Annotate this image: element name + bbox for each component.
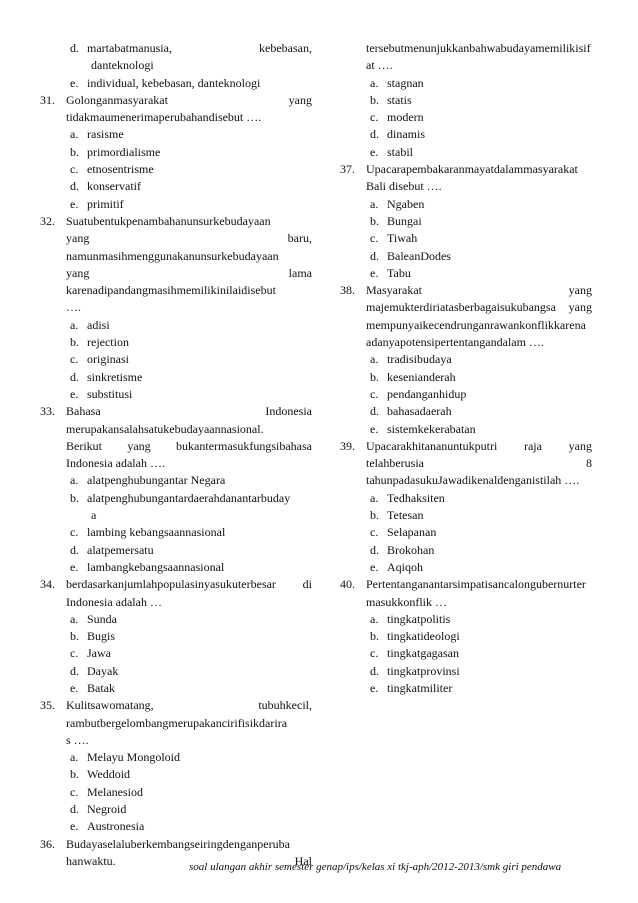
option-text: Jawa — [87, 646, 111, 661]
answer-option-continuation — [40, 57, 312, 74]
option-text: lambing kebangsaannasional — [87, 525, 226, 540]
answer-option — [340, 144, 592, 161]
option-text: modern — [387, 110, 424, 125]
answer-option — [40, 178, 312, 195]
answer-option — [340, 680, 592, 697]
question-text: at …. — [366, 58, 393, 73]
option-letter: b. — [70, 335, 79, 350]
question-text: yang baru, — [66, 231, 312, 246]
option-text: rasisme — [87, 127, 124, 142]
option-letter: b. — [370, 213, 379, 228]
option-letter: a. — [70, 611, 79, 626]
option-letter: b. — [70, 490, 79, 505]
option-letter: a. — [370, 611, 379, 626]
option-text: bahasadaerah — [387, 404, 452, 419]
option-letter: d. — [70, 542, 79, 557]
answer-option — [340, 611, 592, 628]
option-letter: c. — [370, 525, 379, 540]
question-text-line — [40, 732, 312, 749]
question-line — [340, 576, 592, 593]
answer-option — [40, 542, 312, 559]
answer-option — [40, 317, 312, 334]
answer-option — [40, 351, 312, 368]
option-letter: e. — [70, 680, 79, 695]
option-text: tingkatideologi — [387, 629, 460, 644]
option-text: tingkatgagasan — [387, 646, 459, 661]
answer-option — [340, 92, 592, 109]
answer-option — [340, 75, 592, 92]
option-text: primitif — [87, 196, 124, 211]
question-number: 32. — [40, 213, 55, 228]
answer-option — [40, 680, 312, 697]
option-text: Tetesan — [387, 508, 424, 523]
option-letter: a. — [370, 490, 379, 505]
question-text: majemukterdiriatasberbagaisukubangsa yang — [366, 300, 592, 315]
option-text: tingkatpolitis — [387, 611, 451, 626]
question-line — [40, 836, 312, 853]
answer-option — [40, 524, 312, 541]
answer-option — [40, 818, 312, 835]
question-number: 34. — [40, 577, 55, 592]
option-text: Tiwah — [387, 231, 418, 246]
answer-option — [40, 559, 312, 576]
option-text: stagnan — [387, 75, 424, 90]
question-text: merupakansalahsatukebudayaannasional. — [66, 421, 264, 436]
question-number: 38. — [340, 283, 355, 298]
question-line — [340, 438, 592, 455]
option-letter: b. — [370, 92, 379, 107]
option-text: lambangkebangsaannasional — [87, 559, 225, 574]
option-letter: d. — [70, 663, 79, 678]
option-text: tingkatprovinsi — [387, 663, 460, 678]
answer-option — [40, 766, 312, 783]
question-number: 39. — [340, 438, 355, 453]
answer-option — [340, 628, 592, 645]
question-number: 36. — [40, 836, 55, 851]
question-text-line — [340, 455, 592, 472]
answer-option — [40, 472, 312, 489]
question-text: tahunpadasukuJawadikenaldenganistilah …. — [366, 473, 580, 488]
answer-option — [40, 749, 312, 766]
question-text-line — [340, 299, 592, 316]
option-letter: d. — [70, 369, 79, 384]
question-text: karenadipandangmasihmemilikinilaidisebut — [66, 283, 276, 298]
question-text-line — [40, 455, 312, 472]
option-letter: e. — [70, 559, 79, 574]
option-text: Bugis — [87, 629, 116, 644]
question-text-line — [340, 472, 592, 489]
option-letter: d. — [370, 542, 379, 557]
option-text: stabil — [387, 144, 413, 159]
question-text: namunmasihmenggunakanunsurkebudayaan — [66, 248, 279, 263]
option-text: dinamis — [387, 127, 425, 142]
option-text: Melayu Mongoloid — [87, 750, 180, 765]
option-text: alatpenghubungantardaerahdanantarbuday — [87, 490, 291, 505]
option-text: adisi — [87, 317, 110, 332]
option-text: sistemkekerabatan — [387, 421, 476, 436]
option-text: Austronesia — [87, 819, 145, 834]
answer-option — [340, 213, 592, 230]
option-text: tingkatmiliter — [387, 680, 453, 695]
question-text: Indonesia adalah … — [66, 594, 162, 609]
option-text: a — [91, 508, 97, 523]
option-letter: b. — [370, 508, 379, 523]
option-text: martabatmanusia, kebebasan, — [87, 41, 312, 55]
question-text-line — [340, 178, 592, 195]
answer-option — [40, 196, 312, 213]
answer-option — [340, 369, 592, 386]
option-letter: d. — [70, 802, 79, 817]
question-number: 37. — [340, 162, 355, 177]
option-text: Weddoid — [87, 767, 131, 782]
option-text: etnosentrisme — [87, 162, 154, 177]
answer-option — [340, 663, 592, 680]
option-text: Sunda — [87, 611, 117, 626]
option-letter: e. — [370, 680, 379, 695]
option-letter: c. — [70, 525, 79, 540]
option-text: Aqiqoh — [387, 559, 423, 574]
option-text: Melanesiod — [87, 784, 143, 799]
left-column — [40, 40, 312, 870]
question-text-line — [40, 438, 312, 455]
answer-option — [40, 801, 312, 818]
answer-option — [40, 369, 312, 386]
option-letter: a. — [370, 352, 379, 367]
answer-option — [340, 265, 592, 282]
option-letter: d. — [370, 404, 379, 419]
answer-option — [340, 109, 592, 126]
option-letter: d. — [370, 127, 379, 142]
option-text: alatpemersatu — [87, 542, 154, 557]
option-text: Ngaben — [387, 196, 425, 211]
option-letter: e. — [370, 144, 379, 159]
option-letter: b. — [370, 369, 379, 384]
question-text: masukkonflik … — [366, 594, 447, 609]
question-text-line — [40, 230, 312, 247]
question-text: Berikut yang bukantermasukfungsibahasa — [66, 438, 312, 453]
question-text-line — [40, 421, 312, 438]
question-text: adanyapotensipertentangandalam …. — [366, 335, 544, 350]
question-text: rambutbergelombangmerupakancirifisikdarira — [66, 715, 288, 730]
option-letter: b. — [70, 767, 79, 782]
option-text: Batak — [87, 680, 115, 695]
question-text: Upacarakhitananuntukputri raja yang — [366, 438, 592, 453]
option-text: Negroid — [87, 802, 127, 817]
answer-option — [40, 334, 312, 351]
question-text-line — [40, 248, 312, 265]
question-text-line — [340, 40, 592, 57]
page-footer: soal ulangan akhir semester genap/ips/kelas xi tkj-aph/2012-2013/smk giri pendawa — [189, 861, 562, 873]
question-text-line — [340, 57, 592, 74]
option-text: Tabu — [387, 265, 411, 280]
option-letter: c. — [70, 784, 79, 799]
question-number: 31. — [40, 92, 55, 107]
answer-option — [40, 144, 312, 161]
answer-option — [340, 542, 592, 559]
question-text-line — [340, 334, 592, 351]
answer-option — [40, 161, 312, 178]
question-text-line — [340, 317, 592, 334]
answer-option — [340, 126, 592, 143]
question-text: Masyarakat yang — [366, 283, 592, 298]
question-number: 35. — [40, 698, 55, 713]
answer-option — [40, 611, 312, 628]
option-letter: c. — [370, 231, 379, 246]
option-text: Dayak — [87, 663, 119, 678]
question-text: Upacarapembakaranmayatdalammasyarakat — [366, 162, 578, 177]
question-text: Budayaselaluberkembangseiringdenganperuba — [66, 836, 290, 851]
option-letter: c. — [70, 162, 79, 177]
answer-option — [40, 784, 312, 801]
question-text: Pertentanganantarsimpatisancalongubernurter — [366, 577, 586, 592]
answer-option — [40, 628, 312, 645]
answer-option — [340, 196, 592, 213]
question-text: Bahasa Indonesia — [66, 404, 312, 419]
option-text: originasi — [87, 352, 129, 367]
answer-option — [40, 663, 312, 680]
question-line — [40, 92, 312, 109]
option-text: substitusi — [87, 386, 133, 401]
answer-option — [340, 230, 592, 247]
question-text: Kulitsawomatang, tubuhkecil, — [66, 698, 312, 713]
question-number: 40. — [340, 577, 355, 592]
question-text: tersebutmenunjukkanbahwabudayamemilikisif — [366, 41, 591, 55]
question-text-line — [40, 265, 312, 282]
answer-option — [40, 40, 312, 57]
question-text: …. — [66, 300, 81, 315]
answer-option — [340, 559, 592, 576]
option-text: tradisibudaya — [387, 352, 452, 367]
option-letter: a. — [370, 196, 379, 211]
option-letter: e. — [70, 75, 79, 90]
option-text: individual, kebebasan, danteknologi — [87, 75, 261, 90]
question-text: Golonganmasyarakat yang — [66, 92, 312, 107]
question-text-line — [340, 594, 592, 611]
question-line — [340, 282, 592, 299]
option-text: Tedhaksiten — [387, 490, 445, 505]
question-line — [40, 576, 312, 593]
option-text: BaleanDodes — [387, 248, 451, 263]
option-text: Bungai — [387, 213, 422, 228]
answer-option — [340, 421, 592, 438]
option-letter: d. — [370, 248, 379, 263]
option-letter: e. — [370, 421, 379, 436]
option-text: danteknologi — [91, 58, 154, 73]
option-letter: e. — [370, 265, 379, 280]
option-letter: e. — [70, 196, 79, 211]
option-letter: e. — [370, 559, 379, 574]
option-letter: c. — [370, 110, 379, 125]
right-column — [340, 40, 592, 697]
option-letter: c. — [70, 352, 79, 367]
option-text: statis — [387, 92, 412, 107]
answer-option — [340, 645, 592, 662]
option-letter: e. — [70, 386, 79, 401]
question-line — [340, 161, 592, 178]
option-letter: d. — [70, 179, 79, 194]
option-text: alatpenghubungantar Negara — [87, 473, 226, 488]
answer-option — [340, 507, 592, 524]
option-text: Brokohan — [387, 542, 435, 557]
question-text: yang lama — [66, 265, 312, 280]
answer-option — [340, 490, 592, 507]
option-letter: c. — [370, 646, 379, 661]
answer-option — [40, 126, 312, 143]
question-text: berdasarkanjumlahpopulasinyasukuterbesar di — [66, 577, 312, 592]
question-line — [40, 697, 312, 714]
answer-option — [340, 248, 592, 265]
answer-option — [340, 403, 592, 420]
option-letter: d. — [370, 663, 379, 678]
option-letter: a. — [370, 75, 379, 90]
question-line — [40, 213, 312, 230]
option-text: Selapanan — [387, 525, 437, 540]
answer-option — [340, 351, 592, 368]
option-letter: a. — [70, 127, 79, 142]
answer-option — [40, 490, 312, 507]
question-line — [40, 403, 312, 420]
option-text: konservatif — [87, 179, 141, 194]
question-text-line — [40, 715, 312, 732]
option-letter: c. — [70, 646, 79, 661]
answer-option — [340, 386, 592, 403]
option-letter: a. — [70, 750, 79, 765]
question-text: Indonesia adalah …. — [66, 456, 165, 471]
question-text: Bali disebut …. — [366, 179, 442, 194]
option-letter: d. — [70, 41, 79, 55]
question-text-line — [40, 594, 312, 611]
answer-option — [40, 386, 312, 403]
question-text: tidakmaumenerimaperubahandisebut …. — [66, 110, 262, 125]
option-letter: b. — [70, 144, 79, 159]
answer-option — [340, 524, 592, 541]
option-letter: b. — [370, 629, 379, 644]
option-text: pendanganhidup — [387, 386, 467, 401]
answer-option — [40, 645, 312, 662]
option-text: kesenianderah — [387, 369, 456, 384]
option-letter: a. — [70, 473, 79, 488]
answer-option-continuation — [40, 507, 312, 524]
question-text: s …. — [66, 732, 89, 747]
question-text-line — [40, 299, 312, 316]
option-letter: c. — [370, 386, 379, 401]
question-text: hanwaktu. Hal — [66, 853, 312, 868]
question-text: Suatubentukpenambahanunsurkebudayaan — [66, 213, 271, 228]
question-text: mempunyaikecendrunganrawankonflikkarena — [366, 317, 586, 332]
answer-option — [40, 75, 312, 92]
option-text: primordialisme — [87, 144, 161, 159]
option-letter: e. — [70, 819, 79, 834]
option-text: rejection — [87, 335, 129, 350]
question-number: 33. — [40, 404, 55, 419]
question-text-line — [40, 109, 312, 126]
question-text-line — [40, 282, 312, 299]
option-letter: a. — [70, 317, 79, 332]
option-text: sinkretisme — [87, 369, 143, 384]
option-letter: b. — [70, 629, 79, 644]
question-text: telahberusia 8 — [366, 456, 592, 471]
